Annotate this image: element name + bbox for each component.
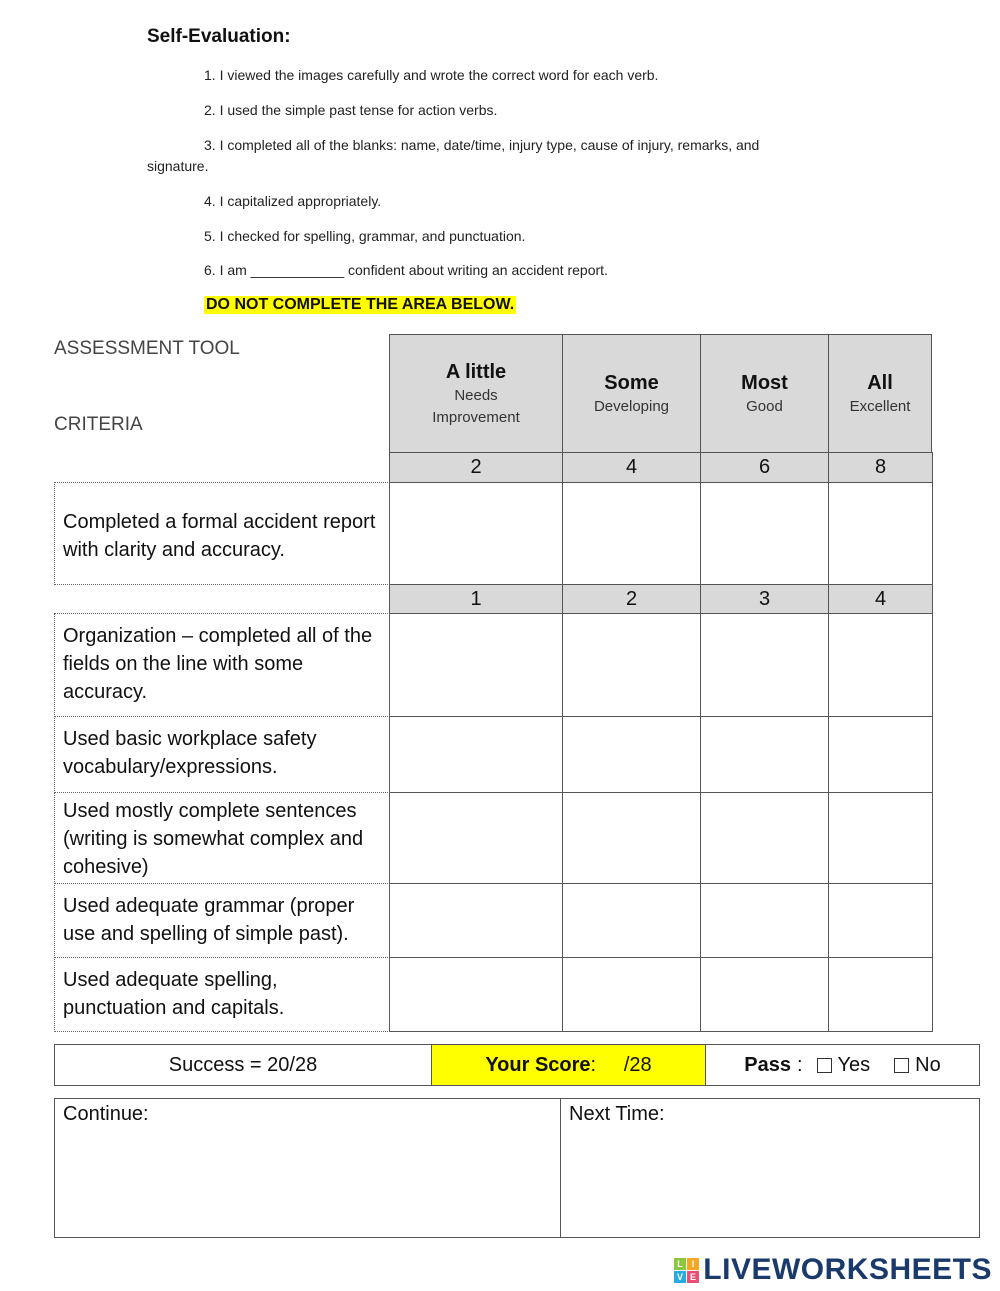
pass-field (705, 1044, 980, 1086)
score-header: 4 (828, 584, 933, 614)
self-eval-item: 5. I checked for spelling, grammar, and punctuation. (204, 228, 526, 244)
rubric-score-cell[interactable] (828, 482, 933, 585)
rubric-score-cell[interactable] (389, 716, 563, 793)
criterion-text: Used adequate grammar (proper use and spelling of simple past). (54, 883, 390, 958)
level-some (562, 334, 701, 453)
rubric-score-cell[interactable] (700, 883, 829, 958)
level-title: All (867, 371, 893, 394)
score-header: 4 (562, 452, 701, 483)
rubric-score-cell[interactable] (562, 716, 701, 793)
criterion-text: Used mostly complete sentences (writing is somewhat complex and cohesive) (54, 792, 390, 884)
pass-colon: : (796, 1053, 803, 1076)
rubric-score-cell[interactable] (700, 957, 829, 1032)
level-a-little (389, 334, 563, 453)
score-header: 1 (389, 584, 563, 614)
continue-box[interactable] (54, 1098, 561, 1238)
criterion-text: Used adequate spelling, punctuation and capitals. (54, 957, 390, 1032)
success-threshold: Success = 20/28 (54, 1044, 432, 1086)
liveworksheets-logo (674, 1253, 992, 1287)
warning-highlight: DO NOT COMPLETE THE AREA BELOW. (206, 296, 515, 313)
level-title: A little (445, 360, 507, 383)
rubric-score-cell[interactable] (389, 957, 563, 1032)
criterion-text: Used basic workplace safety vocabulary/expressions. (54, 716, 390, 793)
logo-tile: I (687, 1258, 699, 1270)
self-eval-item: 4. I capitalized appropriately. (204, 193, 382, 209)
rubric-score-cell[interactable] (828, 883, 933, 958)
level-most (700, 334, 829, 453)
self-eval-item-continued: signature. (147, 158, 209, 174)
rubric-score-cell[interactable] (562, 792, 701, 884)
logo-tile: V (674, 1271, 686, 1283)
score-header: 2 (389, 452, 563, 483)
score-header: 6 (700, 452, 829, 483)
yes-checkbox-icon[interactable] (817, 1058, 832, 1073)
level-title: Most (741, 371, 788, 394)
logo-tile: E (687, 1271, 699, 1283)
rubric-score-cell[interactable] (562, 957, 701, 1032)
level-desc: Developing (593, 397, 670, 415)
continue-label: Continue: (63, 1103, 149, 1125)
self-evaluation-title: Self-Evaluation: (147, 26, 291, 47)
rubric-score-cell[interactable] (562, 482, 701, 585)
logo-tile: L (674, 1258, 686, 1270)
rubric-score-cell[interactable] (389, 482, 563, 585)
rubric-score-cell[interactable] (389, 613, 563, 717)
criterion-text: Completed a formal accident report with clarity and accuracy. (54, 482, 390, 585)
criterion-text: Organization – completed all of the fields on the line with some accuracy. (54, 613, 390, 717)
rubric-score-cell[interactable] (700, 613, 829, 717)
rubric-score-cell[interactable] (389, 883, 563, 958)
self-eval-item: 3. I completed all of the blanks: name, date/time, injury type, cause of injury, remarks, and (204, 137, 760, 153)
next-time-box[interactable] (560, 1098, 980, 1238)
level-desc: Excellent (849, 397, 911, 415)
self-eval-item: 6. I am ____________ confident about writing an accident report. (204, 262, 608, 278)
score-header: 2 (562, 584, 701, 614)
logo-tiles-icon (674, 1258, 699, 1283)
rubric-score-cell[interactable] (828, 957, 933, 1032)
yes-label: Yes (837, 1053, 871, 1076)
level-title: Some (604, 371, 659, 394)
no-checkbox-icon[interactable] (894, 1058, 909, 1073)
level-all (828, 334, 932, 453)
pass-label: Pass (744, 1053, 791, 1076)
assessment-tool-label: ASSESSMENT TOOL (54, 338, 240, 359)
rubric-score-cell[interactable] (562, 613, 701, 717)
next-time-label: Next Time: (569, 1103, 665, 1125)
logo-text: LIVEWORKSHEETS (703, 1253, 992, 1286)
self-eval-item: 1. I viewed the images carefully and wrote the correct word for each verb. (204, 67, 659, 83)
rubric-score-cell[interactable] (828, 792, 933, 884)
your-score-field[interactable] (431, 1044, 706, 1086)
score-label: Your Score (485, 1053, 591, 1076)
rubric-score-cell[interactable] (700, 716, 829, 793)
level-desc: Good (746, 397, 783, 415)
rubric-score-cell[interactable] (562, 883, 701, 958)
rubric-score-cell[interactable] (828, 613, 933, 717)
rubric-score-cell[interactable] (828, 716, 933, 793)
rubric-score-cell[interactable] (700, 792, 829, 884)
level-desc: Needs Improvement (432, 386, 520, 426)
rubric-score-cell[interactable] (700, 482, 829, 585)
score-header: 3 (700, 584, 829, 614)
score-header: 8 (828, 452, 933, 483)
criteria-label: CRITERIA (54, 414, 143, 435)
rubric-score-cell[interactable] (389, 792, 563, 884)
self-eval-item: 2. I used the simple past tense for action verbs. (204, 102, 498, 118)
score-value: : /28 (590, 1053, 652, 1076)
no-label: No (915, 1053, 941, 1076)
